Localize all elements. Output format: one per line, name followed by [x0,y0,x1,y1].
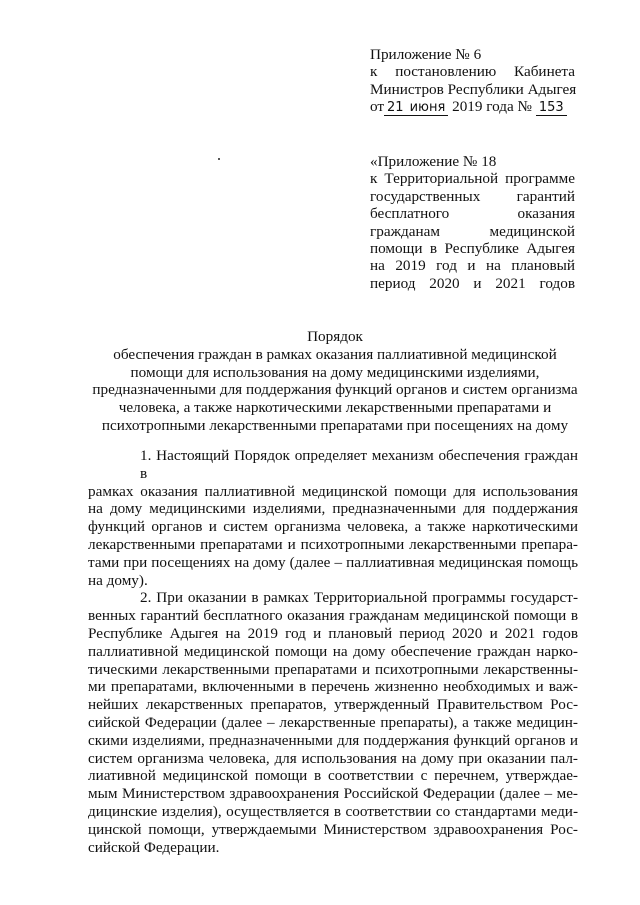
date-year-text: 2019 года № [452,98,533,116]
date-day: 21 [387,100,404,116]
date-month: июня [409,100,446,116]
paragraph-2-line: мым Министерством здравоохранения Российской Федерации (далее – ме- [88,785,578,803]
quoted-appendix [370,153,575,292]
paragraph-1-line: на дому медицинскими изделиями, предназначенными для поддержания [88,500,578,518]
paragraph-1-line: рамках оказания паллиативной медицинской помощи для использования [88,482,578,500]
document-number-field [536,99,567,116]
title-line: помощи для использования на дому медицинскими изделиями, [130,363,540,381]
paragraph-2-line: тическими лекарственными препаратами и психотропными лекарственны- [88,660,578,678]
title-line: обеспечения граждан в рамках оказания паллиативной медицинской [113,345,557,363]
document-body [88,447,578,856]
paragraph-2-line: венных гарантий бесплатного оказания гражданам медицинской помощи в [88,607,578,625]
scan-speck [218,158,220,160]
quoted-appendix-line: помощи в Республике Адыгея [370,240,575,258]
paragraph-2-line: Республике Адыгея на 2019 год и плановый период 2020 и 2021 годов [88,624,578,642]
quoted-appendix-line: на 2019 год и на плановый [370,257,575,275]
paragraph-1-line: лекарственными препаратами и психотропными лекарственными препара- [88,535,578,553]
paragraph-2-line: цинской помощи, утверждаемыми Министерством здравоохранения Рос- [88,820,578,838]
paragraph-2-line: паллиативной медицинской помощи на дому обеспечение граждан нарко- [88,642,578,660]
title-line: предназначенными для поддержания функций органов и систем организма [92,381,578,399]
paragraph-2-line: сийской Федерации. [88,838,220,856]
paragraph-2-line: нейших лекарственных препаратов, утвержденный Правительством Рос- [88,696,578,714]
paragraph-2-line: ми препаратами, включенными в перечень жизненно необходимых и важ- [88,678,578,696]
quoted-appendix-line: период 2020 и 2021 годов [370,274,575,292]
paragraph-1-line: 1. Настоящий Порядок определяет механизм обеспечения граждан в [140,447,578,482]
title-heading: Порядок [307,328,363,345]
quoted-appendix-line: к Территориальной программе [370,170,575,188]
paragraph-2-line: дицинские изделия), осуществляется в соответствии со стандартами меди- [88,802,578,820]
paragraph-2-line: скими изделиями, предназначенными для поддержания функций органов и [88,731,578,749]
paragraph-1-line: на дому). [88,571,148,589]
document-title [80,328,590,435]
appendix-header [370,46,575,116]
appendix-title: Приложение № 6 [370,46,482,63]
quoted-appendix-line: бесплатного оказания [370,205,575,223]
paragraph-2-line: лиативной медицинской помощи в соответствии с перечнем, утверждае- [88,767,578,785]
date-prefix: от [370,98,385,116]
appendix-ref-line: Министров Республики Адыгея [370,80,577,98]
paragraph-1-line: функций органов и систем организма человека, а также наркотическими [88,518,578,536]
paragraph-1-line: тами при посещениях на дому (далее – паллиативная медицинская помощь [88,553,578,571]
appendix-date-line [370,98,575,116]
appendix-ref-line: к постановлению Кабинета [370,63,575,81]
date-month-field [407,99,449,116]
date-day-field [384,99,407,116]
quoted-appendix-line: «Приложение № 18 [370,153,497,170]
document-number: 153 [538,100,564,116]
quoted-appendix-line: гражданам медицинской [370,222,575,240]
title-line: человека, а также наркотическими лекарственными препаратами и [118,399,552,417]
paragraph-2-line: систем организма человека, для использования на дому при оказании пал- [88,749,578,767]
paragraph-2-line: сийской Федерации (далее – лекарственные препараты), а также медицин- [88,713,578,731]
quoted-appendix-line: государственных гарантий [370,187,575,205]
paragraph-2-line: 2. При оказании в рамках Территориальной программы государст- [140,589,578,607]
title-line: психотропными лекарственными препаратами при посещениях на дому [101,416,569,434]
